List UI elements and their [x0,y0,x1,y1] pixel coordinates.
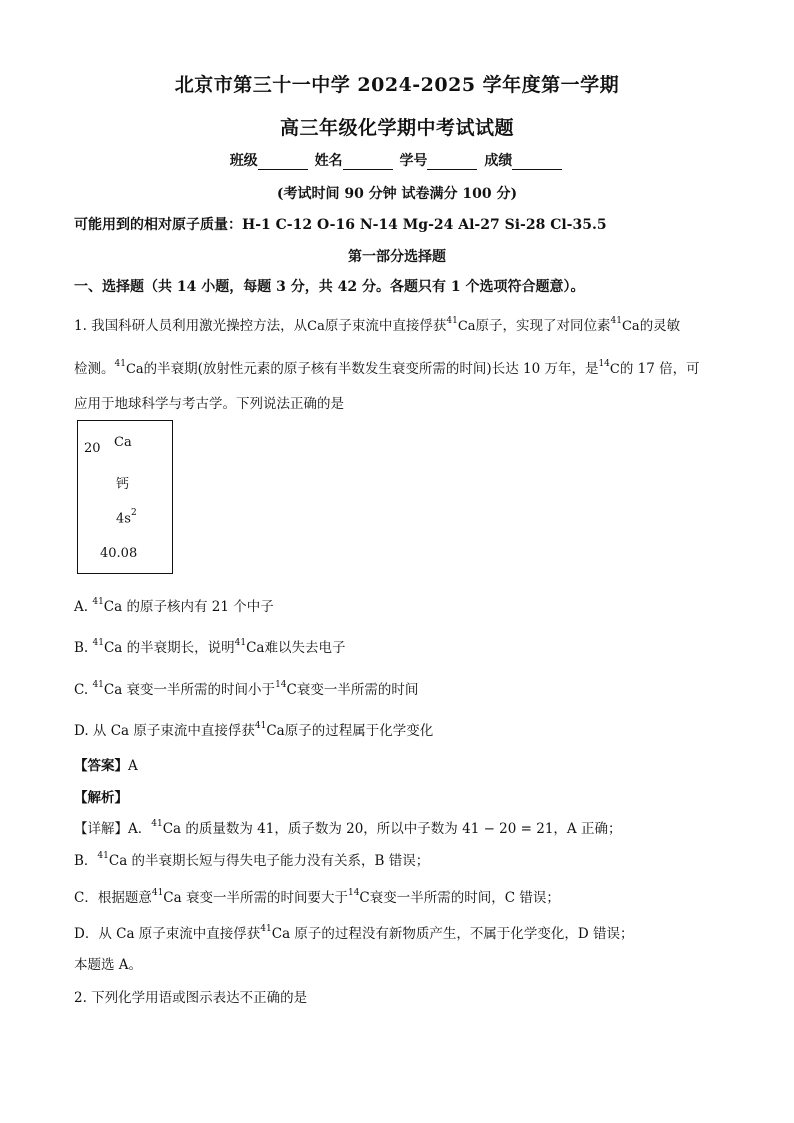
q2-stem: 2. 下列化学用语或图示表达不正确的是 [74,990,308,1006]
field-name-blank[interactable] [343,155,393,170]
q1-stem-line1: 1. 我国科研人员利用激光操控方法，从Ca原子束流中直接俘获$^{41}$Ca原子，实现了对同位素$^{41}$Ca的灵敏 [74,315,681,334]
field-score-blank[interactable] [512,155,562,170]
section-title: 一、选择题（共 14 小题，每题 3 分，共 42 分。各题只有 1 个选项符合题意）。 [74,279,585,295]
exam-title-line2: 高三年级化学期中考试试题 [279,117,514,139]
q1-answer: 【答案】A [74,758,138,774]
student-info-fields [0,150,794,170]
exam-time-note: (考试时间 90 分钟 试卷满分 100 分) [276,186,518,202]
q1-analysis-label: 【解析】 [74,790,128,806]
field-class-blank[interactable] [258,155,308,170]
field-id-label: 学号 [399,153,428,169]
part-title: 第一部分选择题 [348,249,446,265]
field-class-label: 班级 [229,153,258,169]
q1-detail-d: D．从 Ca 原子束流中直接俘获$^{41}$Ca 原子的过程没有新物质产生，不属于化学变化，D 错误； [74,923,634,942]
q1-option-a[interactable]: A. $^{41}$Ca 的原子核内有 21 个中子 [74,596,274,615]
atomic-mass: 40.08 [100,546,138,561]
electron-config: $4s^2$ [116,508,137,527]
atomic-number: 20 [84,441,101,456]
q1-detail-b: B．$^{41}$Ca 的半衰期长短与得失电子能力没有关系，B 错误； [74,850,430,869]
atomic-mass-list: 可能用到的相对原子质量：H-1 C-12 O-16 N-14 Mg-24 Al-27 Si-28 Cl-35.5 [74,217,607,233]
field-name-label: 姓名 [314,153,343,169]
q1-detail-c: C．根据题意$^{41}$Ca 衰变一半所需的时间要大于$^{14}$C衰变一半所需的时间，C 错误； [74,887,560,906]
q1-option-d[interactable]: D. 从 Ca 原子束流中直接俘获$^{41}$Ca原子的过程属于化学变化 [74,720,434,739]
element-symbol: Ca [114,435,132,450]
q1-stem-line3: 应用于地球科学与考古学。下列说法正确的是 [74,396,344,412]
exam-title-line1: 北京市第三十一中学 2024-2025 学年度第一学期 [174,74,620,96]
q1-option-c[interactable]: C. $^{41}$Ca 衰变一半所需的时间小于$^{14}$C衰变一半所需的时间 [74,679,419,698]
q1-stem-line2: 检测。$^{41}$Ca的半衰期(放射性元素的原子核有半数发生衰变所需的时间)长达 10 万年，是$^{14}$C的 17 倍，可 [74,358,700,377]
q1-detail-a: 【详解】A．$^{41}$Ca 的质量数为 41，质子数为 20，所以中子数为 41 − 20 = 21，A 正确； [74,818,622,837]
field-score-label: 成绩 [484,153,513,169]
q1-option-b[interactable]: B. $^{41}$Ca 的半衰期长，说明$^{41}$Ca难以失去电子 [74,637,346,656]
calcium-element-box [77,420,173,574]
field-id-blank[interactable] [427,155,477,170]
q1-conclusion: 本题选 A。 [74,957,143,973]
element-name: 钙 [116,477,130,492]
